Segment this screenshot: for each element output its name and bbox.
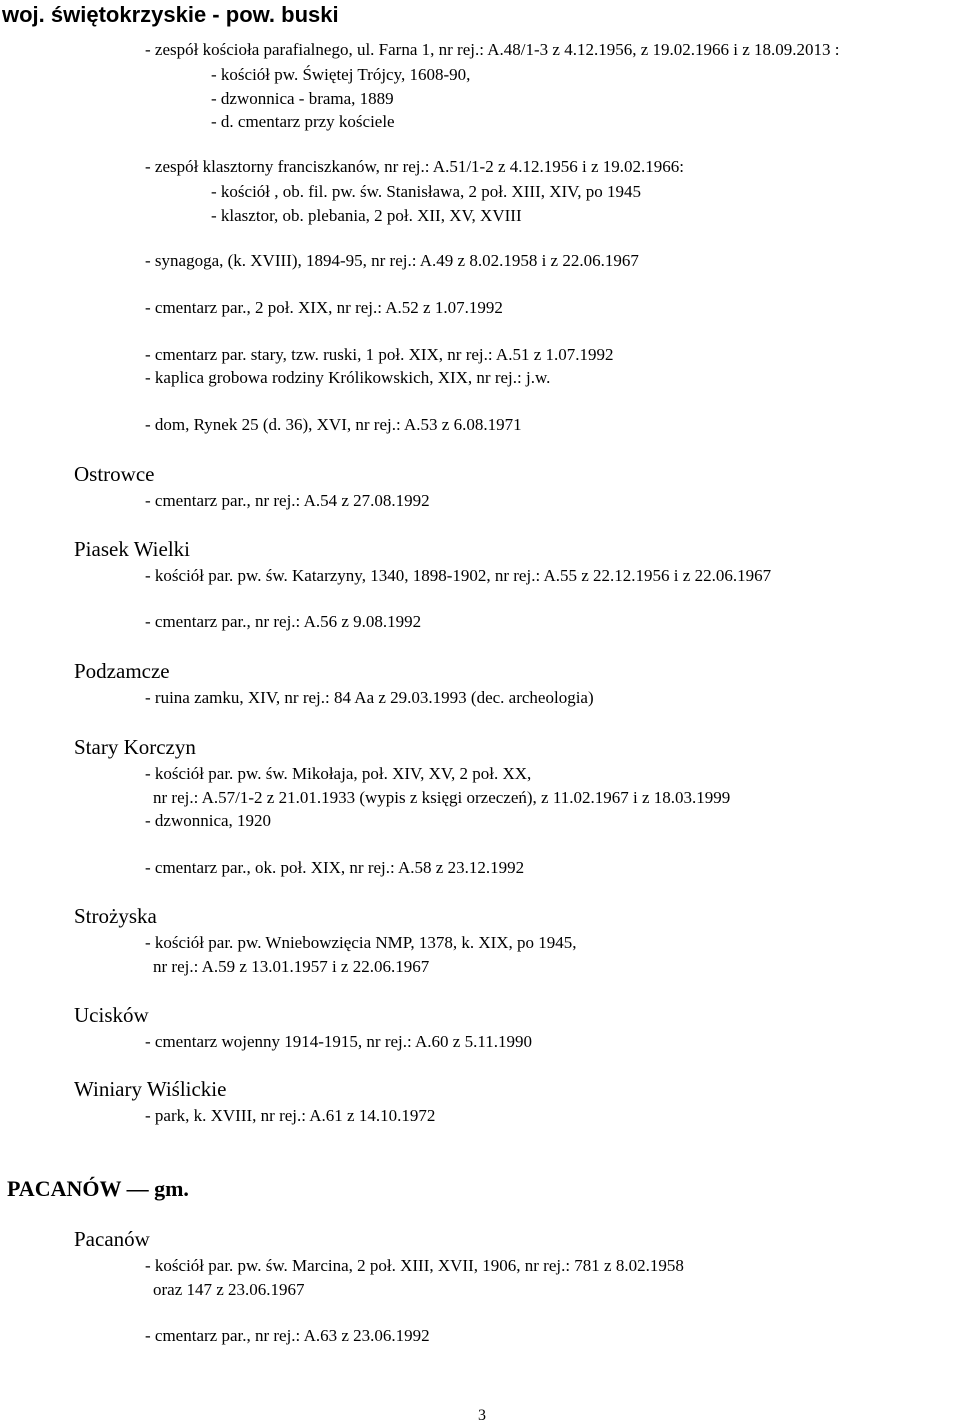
gmina-heading: PACANÓW — gm.: [7, 1176, 189, 1201]
page-header: woj. świętokrzyskie - pow. buski: [2, 2, 339, 27]
town-winiary-wislickie: Winiary Wiślickie: [74, 1077, 227, 1101]
entry-franciscan-complex: - zespół klasztorny franciszkanów, nr rej.: A.51/1-2 z 4.12.1956 i z 19.02.1966:: [145, 157, 684, 176]
entry-parish-cemetery: - cmentarz par., 2 poł. XIX, nr rej.: A.52 z 1.07.1992: [145, 298, 503, 317]
town-uciskow: Ucisków: [74, 1003, 149, 1027]
town-strozyska: Strożyska: [74, 904, 157, 928]
entry-mikolaj-registry: nr rej.: A.57/1-2 z 21.01.1933 (wypis z księgi orzeczeń), z 11.02.1967 i z 18.03.1999: [153, 788, 731, 807]
town-pacanow: Pacanów: [74, 1227, 150, 1251]
town-piasek-wielki: Piasek Wielki: [74, 537, 191, 561]
entry-war-cemetery: - cmentarz wojenny 1914-1915, nr rej.: A.60 z 5.11.1990: [145, 1032, 532, 1051]
entry-synagogue: - synagoga, (k. XVIII), 1894-95, nr rej.: A.49 z 8.02.1958 i z 22.06.1967: [145, 251, 639, 270]
entry-korczyn-cemetery: - cmentarz par., ok. poł. XIX, nr rej.: A.58 z 23.12.1992: [145, 858, 525, 877]
entry-marcin-church: - kościół par. pw. św. Marcina, 2 poł. XIII, XVII, 1906, nr rej.: 781 z 8.02.1958: [145, 1256, 684, 1275]
entry-farna-complex: - zespół kościoła parafialnego, ul. Farna 1, nr rej.: A.48/1-3 z 4.12.1956, z 19.02.1966 i z 18.09.2013 :: [145, 40, 840, 59]
entry-park: - park, k. XVIII, nr rej.: A.61 z 14.10.1972: [145, 1106, 436, 1125]
entry-assumption-registry: nr rej.: A.59 z 13.01.1957 i z 22.06.1967: [153, 957, 430, 976]
entry-ostrowce-cemetery: - cmentarz par., nr rej.: A.54 z 27.08.1992: [145, 491, 430, 510]
entry-pacanow-cemetery: - cmentarz par., nr rej.: A.63 z 23.06.1992: [145, 1326, 430, 1345]
entry-burial-chapel: - kaplica grobowa rodziny Królikowskich, XIX, nr rej.: j.w.: [145, 368, 551, 387]
town-podzamcze: Podzamcze: [74, 659, 170, 683]
entry-assumption-church: - kościół par. pw. Wniebowzięcia NMP, 1378, k. XIX, po 1945,: [145, 933, 577, 952]
entry-castle-ruin: - ruina zamku, XIV, nr rej.: 84 Aa z 29.03.1993 (dec. archeologia): [145, 688, 594, 707]
entry-piasek-cemetery: - cmentarz par., nr rej.: A.56 z 9.08.1992: [145, 612, 422, 631]
entry-marcin-registry: oraz 147 z 23.06.1967: [153, 1280, 305, 1299]
entry-old-cemetery: - cmentarz par. stary, tzw. ruski, 1 poł. XIX, nr rej.: A.51 z 1.07.1992: [145, 345, 614, 364]
entry-bell-tower: - dzwonnica, 1920: [145, 811, 272, 830]
town-stary-korczyn: Stary Korczyn: [74, 735, 196, 759]
entry-house-rynek: - dom, Rynek 25 (d. 36), XVI, nr rej.: A.53 z 6.08.1971: [145, 415, 522, 434]
page-number: 3: [478, 1407, 486, 1424]
entry-katarzyna-church: - kościół par. pw. św. Katarzyny, 1340, 1898-1902, nr rej.: A.55 z 22.12.1956 i z 22.06.1967: [145, 566, 772, 585]
entry-trinity-church: - kościół pw. Świętej Trójcy, 1608-90,: [211, 65, 471, 84]
entry-former-cemetery: - d. cmentarz przy kościele: [211, 112, 395, 131]
entry-mikolaj-church: - kościół par. pw. św. Mikołaja, poł. XIV, XV, 2 poł. XX,: [145, 764, 532, 783]
entry-stanislaw-church: - kościół , ob. fil. pw. św. Stanisława, 2 poł. XIII, XIV, po 1945: [211, 182, 641, 201]
entry-monastery: - klasztor, ob. plebania, 2 poł. XII, XV, XVIII: [211, 206, 522, 225]
town-ostrowce: Ostrowce: [74, 462, 155, 486]
entry-bell-gate: - dzwonnica - brama, 1889: [211, 89, 394, 108]
